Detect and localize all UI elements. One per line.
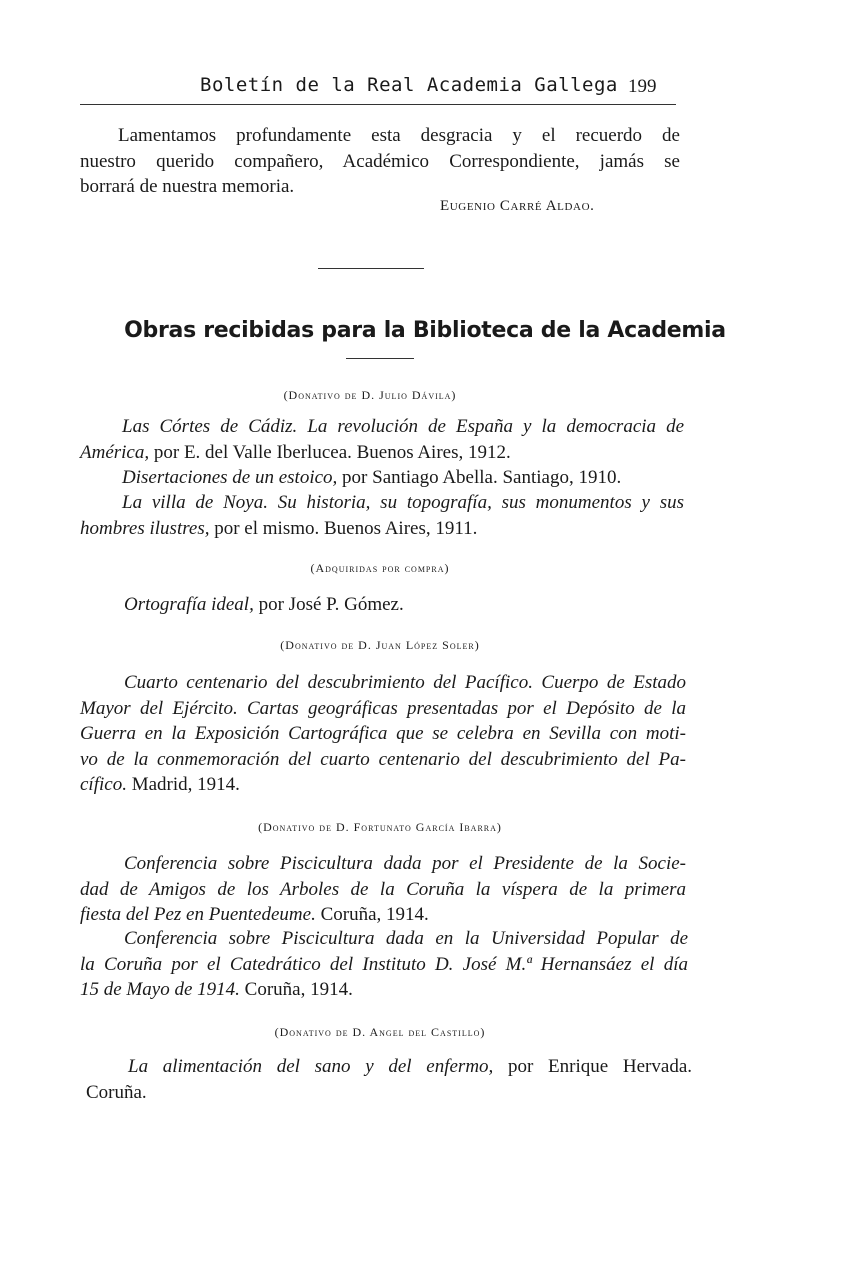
book-imprint: por el mismo. Buenos Aires, 1911. [209,517,478,539]
book-title: vo de la conmemoración del cuarto centenario del descubrimiento del Pa- [80,748,686,770]
entry-line [80,902,686,928]
book-imprint: por Enrique Hervada. [493,1056,692,1077]
book-title: dad de Amigos de los Arboles de la Coruña la víspera de la primera [80,878,686,900]
book-entry [80,926,688,1003]
entry-line [80,877,686,903]
entry-line: Coruña. [86,1081,147,1103]
title-underline [346,358,414,359]
signature: Eugenio Carré Aldao. [440,198,595,214]
book-title: cífico. [80,774,127,795]
book-imprint: Coruña, 1914. [315,904,429,925]
entry-line [122,465,682,491]
book-title: Conferencia sobre Piscicultura dada por el Presidente de la Socie- [124,853,686,874]
entry-line [80,721,686,747]
book-title: Mayor del Ejército. Cartas geográficas presentadas por el Depósito de la [80,697,686,719]
book-entry [80,414,684,465]
book-title: la Coruña por el Catedrático del Instituto D. José M.ª Hernansáez el día [80,953,688,975]
book-title: 15 de Mayo de 1914. [80,979,240,1000]
running-header [80,74,680,104]
donor-heading: (Donativo de D. Angel del Castillo) [274,1025,486,1039]
page-number: 199 [628,76,657,97]
book-imprint: Coruña, 1914. [239,979,353,1000]
entry-line [80,926,688,952]
entry-line [80,772,686,798]
book-imprint: por José P. Gómez. [253,594,404,615]
entry-line [80,490,684,516]
book-title: Cuarto centenario del descubrimiento del Pacífico. Cuerpo de Estado [124,672,686,693]
book-entry [124,592,684,618]
section-title [0,318,850,343]
journal-title: Boletín de la Real Academia Gallega [200,74,618,96]
book-title: Las Córtes de Cádiz. La revolución de España y la democracia de [122,416,684,437]
entry-line [80,977,688,1003]
entry-line [80,516,684,542]
book-entry [80,851,686,928]
book-title: Disertaciones de un estoico, [122,467,338,488]
entry-line [80,670,686,696]
book-title: Ortografía ideal, [124,594,254,615]
obituary-line: borrará de nuestra memoria. [80,176,295,197]
obituary-line: nuestro querido compañero, Académico Correspondiente, jamás se [80,150,680,172]
entry-line [80,747,686,773]
book-title: La villa de Noya. Su historia, su topografía, sus monumentos y sus [122,492,684,513]
donor-heading: (Donativo de D. Fortunato García Ibarra) [258,820,502,834]
book-imprint: por E. del Valle Iberlucea. Buenos Aires, 1912. [149,441,511,463]
obituary-line: Lamentamos profundamente esta desgracia y el recuerdo de [118,125,680,146]
entry-line [80,440,684,466]
book-title: La alimentación del sano y del enfermo, [128,1056,494,1077]
entry-line [80,952,688,978]
entry-line [80,851,686,877]
book-entry [80,670,686,798]
book-title: fiesta del Pez en Puentedeume. [80,904,316,925]
entry-line [80,696,686,722]
entry-line [80,414,684,440]
book-title: Guerra en la Exposición Cartográfica que se celebra en Sevilla con moti- [80,723,686,744]
donor-heading: (Adquiridas por compra) [310,561,450,575]
book-title: hombres ilustres, [80,517,210,539]
section-title-text: Obras recibidas para la Biblioteca de la Academia [124,318,726,343]
book-entry [86,1054,692,1105]
separator-rule [318,268,424,269]
book-entry [122,465,682,491]
book-title: América, [80,441,150,463]
obituary-paragraph [80,123,680,200]
entry-line [124,592,684,618]
donor-heading: (Donativo de D. Julio Dávila) [283,388,457,402]
header-rule [80,104,676,105]
entry-line [86,1054,692,1080]
donor-heading: (Donativo de D. Juan López Soler) [280,638,480,652]
book-entry [80,490,684,541]
book-imprint: por Santiago Abella. Santiago, 1910. [337,467,622,488]
book-title: Conferencia sobre Piscicultura dada en la Universidad Popular de [124,928,688,949]
book-imprint: Madrid, 1914. [126,774,240,795]
